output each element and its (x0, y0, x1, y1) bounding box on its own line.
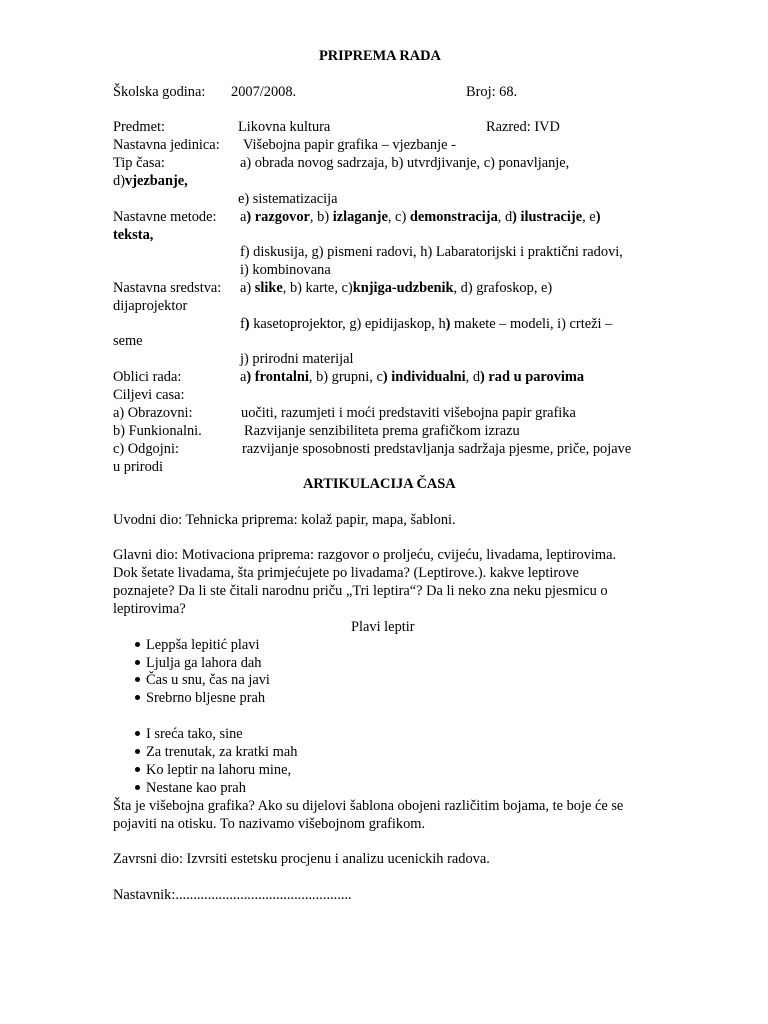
poem-line: I sreća tako, sine (146, 726, 243, 742)
articulation-title: ARTIKULACIJA ČASA (303, 476, 456, 492)
goal-a-label: a) Obrazovni: (113, 405, 193, 421)
bullet-icon (135, 767, 140, 772)
school-year-label: Školska godina: (113, 84, 206, 100)
intro-paragraph: Uvodni dio: Tehnicka priprema: kolaž papir, mapa, šabloni. (113, 512, 456, 528)
goal-b-value: Razvijanje senzibiliteta prema grafičkom izrazu (244, 423, 520, 439)
graphic-line-2: pojaviti na otisku. To nazivamo višebojnom grafikom. (113, 816, 426, 832)
teacher-signature-line: Nastavnik:................................................. (113, 887, 352, 903)
type-label: Tip časa: (113, 155, 165, 171)
poem-title: Plavi leptir (351, 619, 415, 635)
page-title: PRIPREMA RADA (319, 48, 441, 64)
bullet-icon (135, 660, 140, 665)
poem-line: Nestane kao prah (146, 780, 246, 796)
bullet-icon (135, 695, 140, 700)
lesson-number: Broj: 68. (466, 84, 518, 100)
goal-c-value: razvijanje sposobnosti predstavljanja sadržaja pjesme, priče, pojave (242, 441, 632, 457)
bullet-icon (135, 642, 140, 647)
means-wrap-2: seme (113, 333, 143, 349)
main-line-1: Glavni dio: Motivaciona priprema: razgovor o proljeću, cvijeću, livadama, leptirovima. (113, 547, 617, 563)
poem-line: Srebrno bljesne prah (146, 690, 266, 706)
means-line-3: j) prirodni materijal (240, 351, 354, 367)
methods-label: Nastavne metode: (113, 209, 217, 225)
poem-line: Čas u snu, čas na javi (146, 672, 270, 688)
grade: Razred: IVD (486, 119, 560, 135)
methods-line-1: a) razgovor, b) izlaganje, c) demonstracija, d) ilustracije, e) (240, 209, 601, 225)
poem-line: Ljulja ga lahora dah (146, 655, 262, 671)
bullet-icon (135, 749, 140, 754)
bullet-icon (135, 677, 140, 682)
means-wrap: dijaprojektor (113, 298, 188, 314)
type-line-2: e) sistematizacija (238, 191, 338, 207)
poem-line: Za trenutak, za kratki mah (146, 744, 298, 760)
goals-label: Ciljevi casa: (113, 387, 185, 403)
unit-value: Višebojna papir grafika – vjezbanje - (243, 137, 456, 153)
type-value: a) obrada novog sadrzaja, b) utvrdjivanje, c) ponavljanje, (240, 155, 570, 171)
means-line-2: f) kasetoprojektor, g) epidijaskop, h) makete – modeli, i) crteži – (240, 316, 613, 332)
final-paragraph: Zavrsni dio: Izvrsiti estetsku procjenu i analizu ucenickih radova. (113, 851, 490, 867)
type-wrap: d)vjezbanje, (113, 173, 188, 189)
main-line-3: poznajete? Da li ste čitali narodnu priču „Tri leptira“? Da li neko zna neku pjesmicu o (113, 583, 608, 599)
poem-line: Lepрša lepitić plavi (146, 637, 260, 653)
school-year-value: 2007/2008. (231, 84, 297, 100)
forms-label: Oblici rada: (113, 369, 182, 385)
unit-label: Nastavna jedinica: (113, 137, 220, 153)
bullet-icon (135, 785, 140, 790)
goal-c-wrap: u prirodi (113, 459, 163, 475)
graphic-line-1: Šta je višebojna grafika? Ako su dijelovi šablona obojeni različitim bojama, te boje će se (113, 798, 624, 814)
methods-wrap: teksta, (113, 227, 154, 243)
forms-value: a) frontalni, b) grupni, c) individualni, d) rad u parovima (240, 369, 585, 385)
goal-b-label: b) Funkionalni. (113, 423, 202, 439)
goal-c-label: c) Odgojni: (113, 441, 179, 457)
main-line-4: leptirovima? (113, 601, 186, 617)
methods-line-2: f) diskusija, g) pismeni radovi, h) Labaratorijski i praktični radovi, (240, 244, 623, 260)
means-line-1: a) slike, b) karte, c)knjiga-udzbenik, d) grafoskop, e) (240, 280, 553, 296)
subject-value: Likovna kultura (238, 119, 331, 135)
means-label: Nastavna sredstva: (113, 280, 222, 296)
goal-a-value: uočiti, razumjeti i moći predstaviti višebojna papir grafika (241, 405, 576, 421)
poem-line: Ko leptir na lahoru mine, (146, 762, 292, 778)
bullet-icon (135, 731, 140, 736)
main-line-2: Dok šetate livadama, šta primjećujete po livadama? (Leptirove.). kakve leptirove (113, 565, 579, 581)
methods-line-3: i) kombinovana (240, 262, 331, 278)
subject-label: Predmet: (113, 119, 165, 135)
